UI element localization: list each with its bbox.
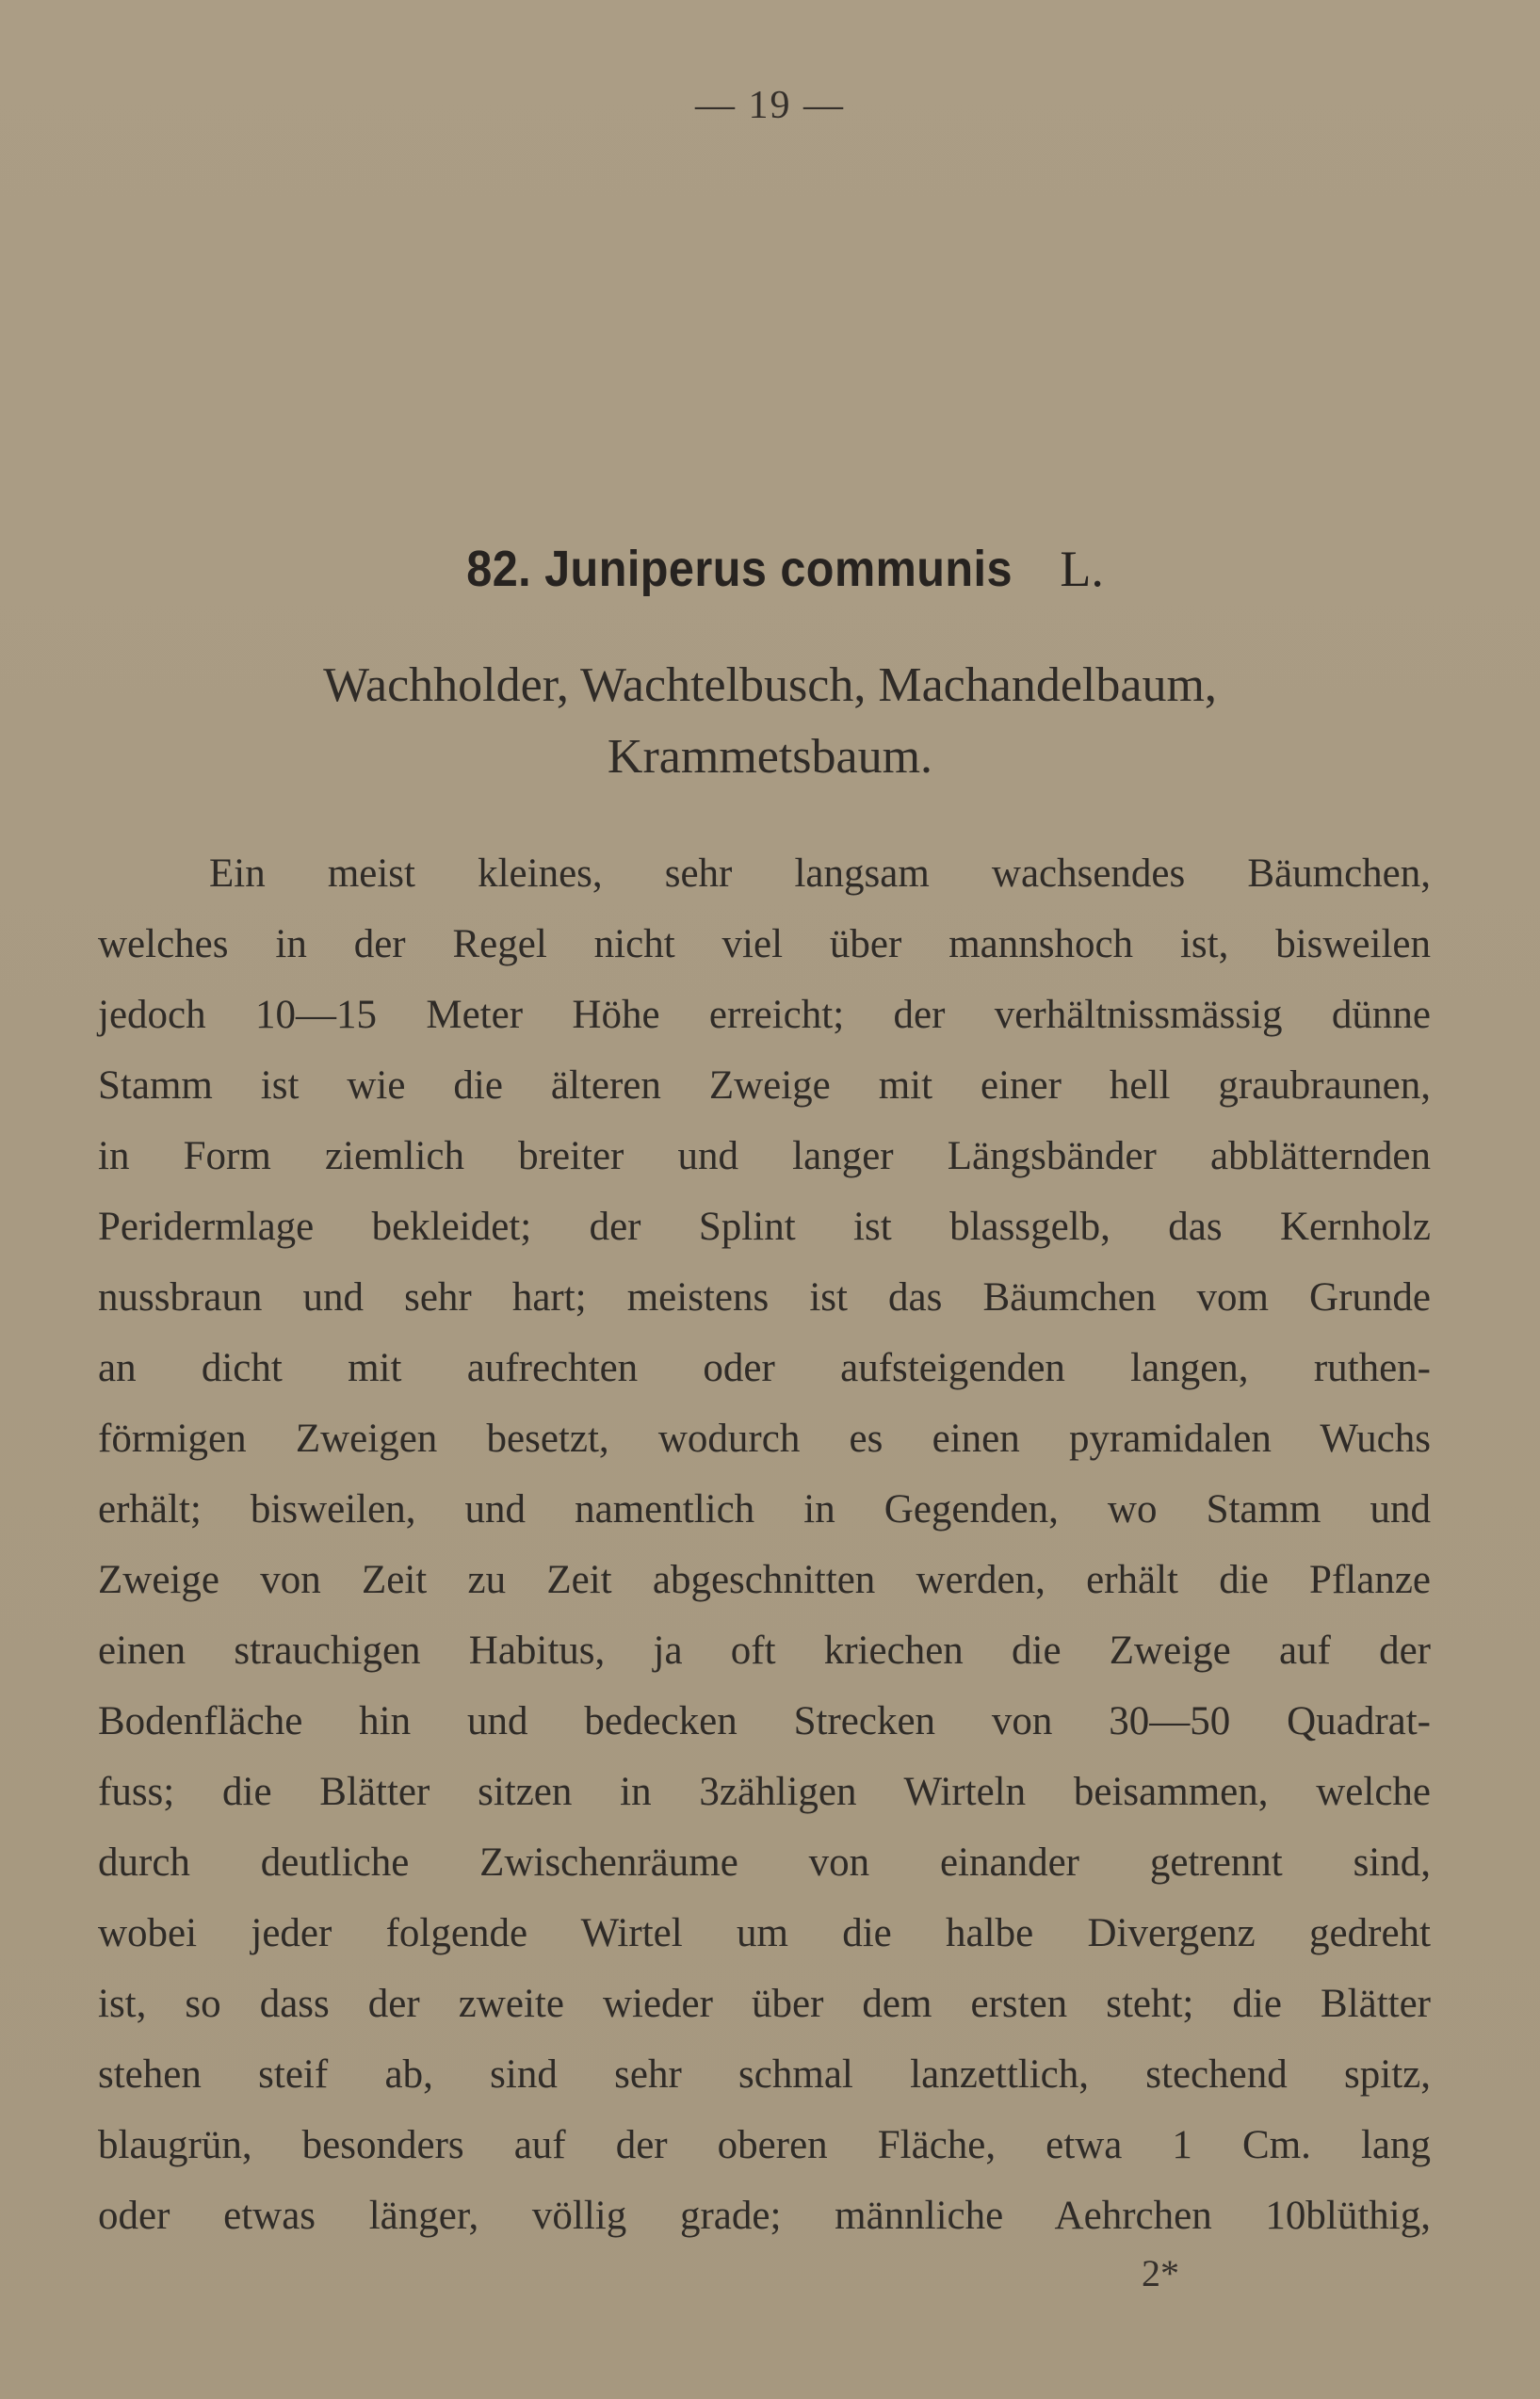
text-line: ist, so dass der zweite wieder über dem ersten steht; die Blätter	[98, 1982, 1431, 2026]
text-line: wobei jeder folgende Wirtel um die halbe Divergenz gedreht	[98, 1911, 1431, 1955]
text-line: Ein meist kleines, sehr langsam wachsendes Bäumchen,	[209, 851, 1431, 896]
species-name: 82. Juniperus communis	[466, 541, 1013, 597]
text-line: Peridermlage bekleidet; der Splint ist blassgelb, das Kernholz	[98, 1205, 1431, 1249]
text-line: in Form ziemlich breiter und langer Längsbänder abblätternden	[98, 1134, 1431, 1178]
species-heading	[0, 539, 1540, 598]
author-abbreviation: L.	[1060, 541, 1104, 597]
text-line: durch deutliche Zwischenräume von einander getrennt sind,	[98, 1840, 1431, 1885]
page-number: — 19 —	[695, 84, 845, 127]
text-line: oder etwas länger, völlig grade; männliche Aehrchen 10blüthig,	[98, 2194, 1431, 2238]
description-paragraph	[98, 838, 1431, 2251]
common-names	[170, 650, 1370, 793]
text-line: jedoch 10—15 Meter Höhe erreicht; der verhältnissmässig dünne	[98, 993, 1431, 1037]
text-line: förmigen Zweigen besetzt, wodurch es einen pyramidalen Wuchs	[98, 1417, 1431, 1461]
text-line: welches in der Regel nicht viel über mannshoch ist, bisweilen	[98, 922, 1431, 966]
text-line: an dicht mit aufrechten oder aufsteigenden langen, ruthen-	[98, 1346, 1431, 1390]
text-line: blaugrün, besonders auf der oberen Fläche, etwa 1 Cm. lang	[98, 2123, 1431, 2167]
common-names-line-1: Wachholder, Wachtelbusch, Machandelbaum,	[323, 658, 1217, 712]
text-line: Zweige von Zeit zu Zeit abgeschnitten werden, erhält die Pflanze	[98, 1558, 1431, 1602]
text-line: nussbraun und sehr hart; meistens ist das Bäumchen vom Grunde	[98, 1275, 1431, 1320]
text-line: fuss; die Blätter sitzen in 3zähligen Wirteln beisammen, welche	[98, 1770, 1431, 1814]
signature-mark: 2*	[1142, 2252, 1179, 2294]
text-line: Stamm ist wie die älteren Zweige mit einer hell graubraunen,	[98, 1063, 1431, 1108]
text-line: Bodenfläche hin und bedecken Strecken von 30—50 Quadrat-	[98, 1699, 1431, 1743]
common-names-line-2: Krammetsbaum.	[607, 730, 933, 784]
text-line: stehen steif ab, sind sehr schmal lanzettlich, stechend spitz,	[98, 2052, 1431, 2097]
text-line: erhält; bisweilen, und namentlich in Gegenden, wo Stamm und	[98, 1487, 1431, 1532]
text-line: einen strauchigen Habitus, ja oft kriechen die Zweige auf der	[98, 1629, 1431, 1673]
